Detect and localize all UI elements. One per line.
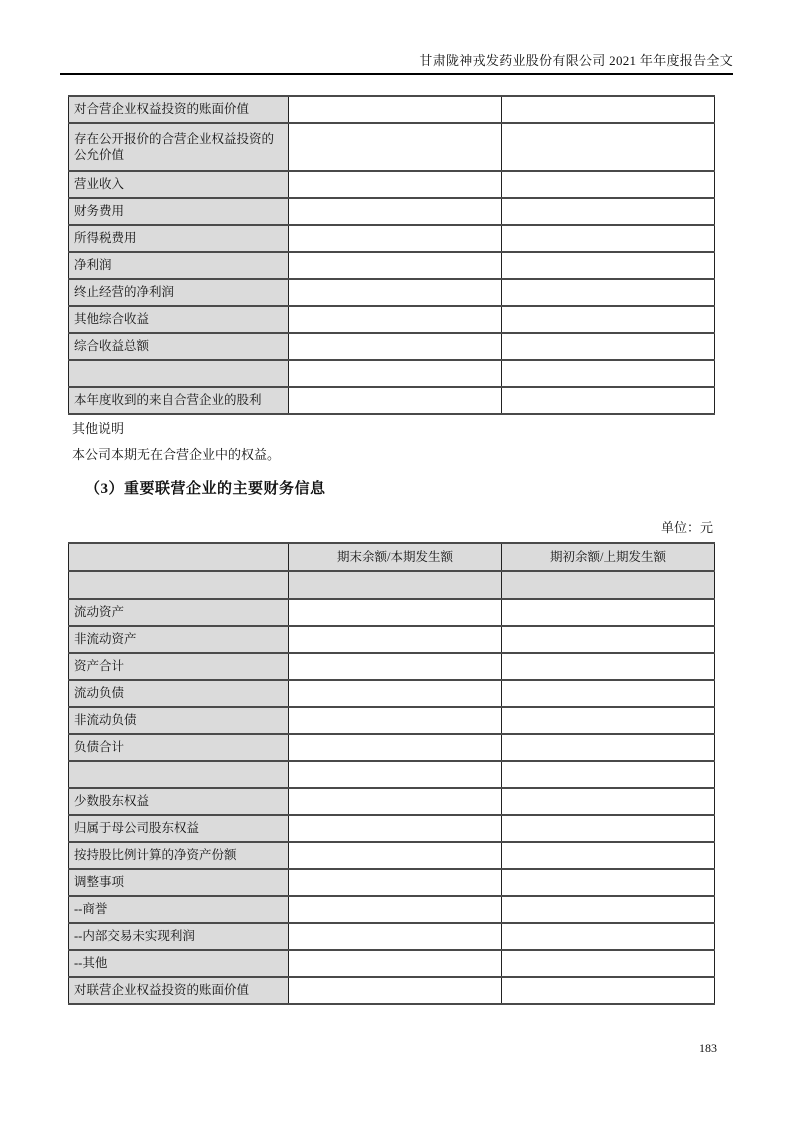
- row-label-cell: --商誉: [69, 896, 289, 923]
- value-cell-current: [289, 842, 502, 869]
- value-cell-current: [289, 815, 502, 842]
- document-header: [60, 50, 733, 69]
- row-label-cell: 对合营企业权益投资的账面价值: [69, 96, 289, 123]
- table-header-row: [69, 543, 715, 571]
- table-row: [69, 306, 715, 333]
- value-cell-current: [289, 360, 502, 387]
- row-label-cell: 营业收入: [69, 171, 289, 198]
- value-cell-prior: [502, 599, 715, 626]
- value-cell-prior: [502, 171, 715, 198]
- value-cell-current: [289, 950, 502, 977]
- value-cell-current: [289, 707, 502, 734]
- row-label-cell: 对联营企业权益投资的账面价值: [69, 977, 289, 1004]
- value-cell-current: [289, 252, 502, 279]
- value-cell-prior: [502, 225, 715, 252]
- value-cell-current: [289, 279, 502, 306]
- row-label-cell: 终止经营的净利润: [69, 279, 289, 306]
- table-header-row-empty: [69, 571, 715, 599]
- row-label-cell: 存在公开报价的合营企业权益投资的公允价值: [69, 123, 289, 171]
- row-label-cell: 资产合计: [69, 653, 289, 680]
- row-label-cell: 按持股比例计算的净资产份额: [69, 842, 289, 869]
- header-cell-blank: [69, 543, 289, 571]
- value-cell-current: [289, 923, 502, 950]
- page-number: 183: [699, 1041, 717, 1055]
- table-row: [69, 707, 715, 734]
- table-row: [69, 653, 715, 680]
- row-label-cell: 少数股东权益: [69, 788, 289, 815]
- table-row: [69, 171, 715, 198]
- value-cell-prior: [502, 761, 715, 788]
- value-cell-current: [289, 96, 502, 123]
- joint-venture-table: [68, 95, 715, 415]
- section-heading: （3）重要联营企业的主要财务信息: [85, 481, 326, 497]
- row-label-cell: 非流动资产: [69, 626, 289, 653]
- unit-label: 单位：元: [660, 520, 713, 535]
- header-cell-current-period: 期末余额/本期发生额: [289, 543, 502, 571]
- value-cell-current: [289, 653, 502, 680]
- row-label-cell: 财务费用: [69, 198, 289, 225]
- value-cell-prior: [502, 680, 715, 707]
- row-label-cell: --其他: [69, 950, 289, 977]
- table-row: [69, 734, 715, 761]
- table-row: [69, 680, 715, 707]
- header-rule: [60, 73, 733, 75]
- value-cell-prior: [502, 626, 715, 653]
- value-cell-prior: [502, 788, 715, 815]
- value-cell-prior: [502, 869, 715, 896]
- value-cell-prior: [502, 923, 715, 950]
- value-cell-prior: [502, 950, 715, 977]
- value-cell-current: [289, 171, 502, 198]
- table-row-empty: [69, 761, 715, 788]
- value-cell-prior: [502, 977, 715, 1004]
- table-row: [69, 123, 715, 171]
- header-cell-blank: [69, 571, 289, 599]
- row-label-cell: 本年度收到的来自合营企业的股利: [69, 387, 289, 414]
- value-cell-current: [289, 123, 502, 171]
- value-cell-prior: [502, 360, 715, 387]
- value-cell-prior: [502, 96, 715, 123]
- other-notes-label: 其他说明: [72, 421, 125, 436]
- table-row: [69, 225, 715, 252]
- table-row: [69, 252, 715, 279]
- value-cell-current: [289, 734, 502, 761]
- row-label-cell: 调整事项: [69, 869, 289, 896]
- value-cell-current: [289, 198, 502, 225]
- value-cell-current: [289, 387, 502, 414]
- value-cell-prior: [502, 198, 715, 225]
- value-cell-current: [289, 788, 502, 815]
- value-cell-current: [289, 761, 502, 788]
- row-label-cell: 综合收益总额: [69, 333, 289, 360]
- value-cell-current: [289, 977, 502, 1004]
- row-label-cell: 非流动负债: [69, 707, 289, 734]
- value-cell-prior: [502, 306, 715, 333]
- value-cell-prior: [502, 252, 715, 279]
- table-row: [69, 96, 715, 123]
- value-cell-prior: [502, 734, 715, 761]
- row-label-cell: 其他综合收益: [69, 306, 289, 333]
- table-row: [69, 950, 715, 977]
- header-title: 甘肃陇神戎发药业股份有限公司 2021 年年度报告全文: [419, 53, 733, 68]
- value-cell-prior: [502, 707, 715, 734]
- other-notes-text: 本公司本期无在合营企业中的权益。: [72, 447, 281, 462]
- value-cell-current: [289, 599, 502, 626]
- row-label-cell: 流动资产: [69, 599, 289, 626]
- value-cell-current: [289, 869, 502, 896]
- value-cell-current: [289, 225, 502, 252]
- table-row: [69, 788, 715, 815]
- value-cell-current: [289, 680, 502, 707]
- row-label-cell: [69, 761, 289, 788]
- table-row: [69, 977, 715, 1004]
- value-cell-current: [289, 333, 502, 360]
- row-label-cell: --内部交易未实现利润: [69, 923, 289, 950]
- value-cell-prior: [502, 842, 715, 869]
- value-cell-prior: [502, 387, 715, 414]
- value-cell-prior: [502, 279, 715, 306]
- table-row: [69, 626, 715, 653]
- value-cell-prior: [502, 653, 715, 680]
- value-cell-current: [289, 626, 502, 653]
- table-row: [69, 387, 715, 414]
- table-row: [69, 333, 715, 360]
- value-cell-prior: [502, 123, 715, 171]
- value-cell-prior: [502, 333, 715, 360]
- header-cell-prior-period: 期初余额/上期发生额: [502, 543, 715, 571]
- row-label-cell: 负债合计: [69, 734, 289, 761]
- header-cell-blank: [502, 571, 715, 599]
- row-label-cell: 净利润: [69, 252, 289, 279]
- value-cell-prior: [502, 815, 715, 842]
- table-row: [69, 869, 715, 896]
- row-label-cell: 归属于母公司股东权益: [69, 815, 289, 842]
- table-row: [69, 923, 715, 950]
- value-cell-current: [289, 306, 502, 333]
- table-row: [69, 896, 715, 923]
- header-cell-blank: [289, 571, 502, 599]
- row-label-cell: 流动负债: [69, 680, 289, 707]
- row-label-cell: [69, 360, 289, 387]
- table-row: [69, 198, 715, 225]
- table-row: [69, 279, 715, 306]
- table-row-empty: [69, 360, 715, 387]
- value-cell-current: [289, 896, 502, 923]
- table-row: [69, 599, 715, 626]
- table-row: [69, 815, 715, 842]
- table-row: [69, 842, 715, 869]
- row-label-cell: 所得税费用: [69, 225, 289, 252]
- value-cell-prior: [502, 896, 715, 923]
- associate-table: [68, 542, 715, 1005]
